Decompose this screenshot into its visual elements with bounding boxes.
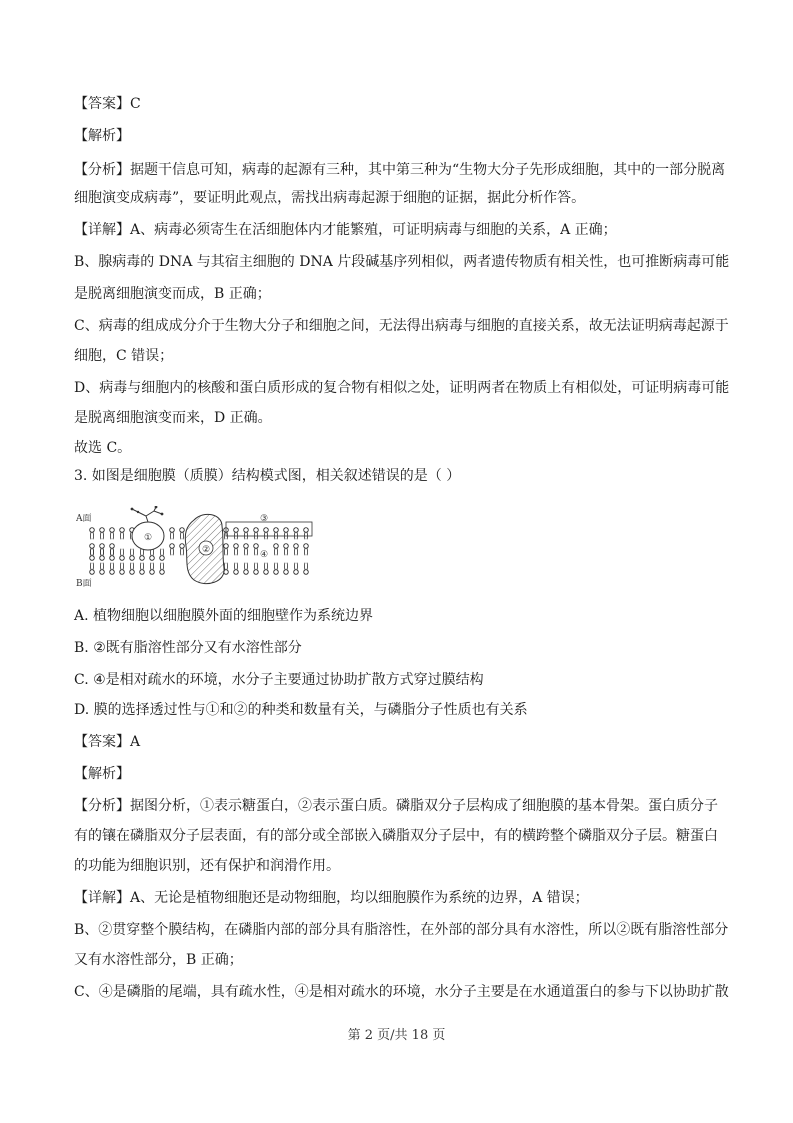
paragraph-line: 是脱离细胞演变而来，D 正确。 [74, 410, 272, 426]
marker-3: ③ [260, 514, 269, 524]
paragraph-line: D、病毒与细胞内的核酸和蛋白质形成的复合物有相似之处，证明两者在物质上有相似处，可证明病毒可能 [74, 380, 730, 396]
option-d: D. 膜的选择透过性与①和②的种类和数量有关，与磷脂分子性质也有关系 [74, 702, 528, 718]
paragraph-line: 【详解】A、无论是植物细胞还是动物细胞，均以细胞膜作为系统的边界，A 错误； [74, 890, 589, 906]
label-b-side: B面 [76, 579, 92, 588]
paragraph-line: B、腺病毒的 DNA 与其宿主细胞的 DNA 片段碱基序列相似，两者遗传物质有相关性，也可推断病毒可能 [74, 254, 730, 270]
analysis-heading: 【解析】 [74, 128, 130, 144]
paragraph-line: 是脱离细胞演变而成，B 正确； [74, 286, 271, 302]
paragraph-line: 又有水溶性部分，B 正确； [74, 952, 243, 968]
paragraph-line: 细胞演变成病毒”，要证明此观点，需找出病毒起源于细胞的证据，据此分析作答。 [74, 190, 586, 206]
marker-4: ④ [260, 550, 269, 560]
cell-membrane-diagram [76, 506, 316, 588]
option-b: B. ②既有脂溶性部分又有水溶性部分 [74, 640, 302, 656]
paragraph-line: C、④是磷脂的尾端，具有疏水性，④是相对疏水的环境，水分子主要是在水通道蛋白的参与下以协助扩散 [74, 984, 729, 1000]
paragraph-line: 的功能为细胞识别，还有保护和润滑作用。 [74, 858, 340, 874]
label-a-side: A面 [76, 514, 92, 524]
paragraph-line: 有的镶在磷脂双分子层表面，有的部分或全部嵌入磷脂双分子层中，有的横跨整个磷脂双分子层。糖蛋白 [74, 828, 718, 844]
answer-label: 【答案】C [74, 96, 141, 112]
option-c: C. ④是相对疏水的环境，水分子主要通过协助扩散方式穿过膜结构 [74, 672, 484, 688]
paragraph-line: C、病毒的组成成分介于生物大分子和细胞之间，无法得出病毒与细胞的直接关系，故无法证明病毒起源于 [74, 318, 729, 334]
paragraph-line: 【分析】据图分析，①表示糖蛋白，②表示蛋白质。磷脂双分子层构成了细胞膜的基本骨架。蛋白质分子 [74, 798, 718, 814]
analysis-heading: 【解析】 [74, 766, 130, 782]
glycoprotein-1 [131, 506, 164, 550]
marker-1: ① [144, 533, 153, 543]
paragraph-line: 【分析】据题干信息可知，病毒的起源有三种，其中第三种为“生物大分子先形成细胞，其中的一部分脱离 [74, 162, 726, 178]
paragraph-line: 故选 C。 [74, 440, 132, 456]
paragraph-line: B、②贯穿整个膜结构，在磷脂内部的部分具有脂溶性，在外部的部分具有水溶性，所以②既有脂溶性部分 [74, 922, 729, 938]
paragraph-line: 【详解】A、病毒必须寄生在活细胞体内才能繁殖，可证明病毒与细胞的关系，A 正确； [74, 222, 617, 238]
option-a: A. 植物细胞以细胞膜外面的细胞壁作为系统边界 [74, 608, 374, 624]
marker-3-bracket [226, 522, 312, 536]
answer-label: 【答案】A [74, 734, 141, 750]
question-stem: 3. 如图是细胞膜（质膜）结构模式图，相关叙述错误的是（ ） [74, 468, 461, 484]
paragraph-line: 细胞，C 错误； [74, 348, 174, 364]
phospholipid-mid-lower-layer [90, 549, 165, 561]
marker-2: ② [202, 545, 211, 555]
page-footer: 第 2 页/共 18 页 [347, 1028, 446, 1043]
